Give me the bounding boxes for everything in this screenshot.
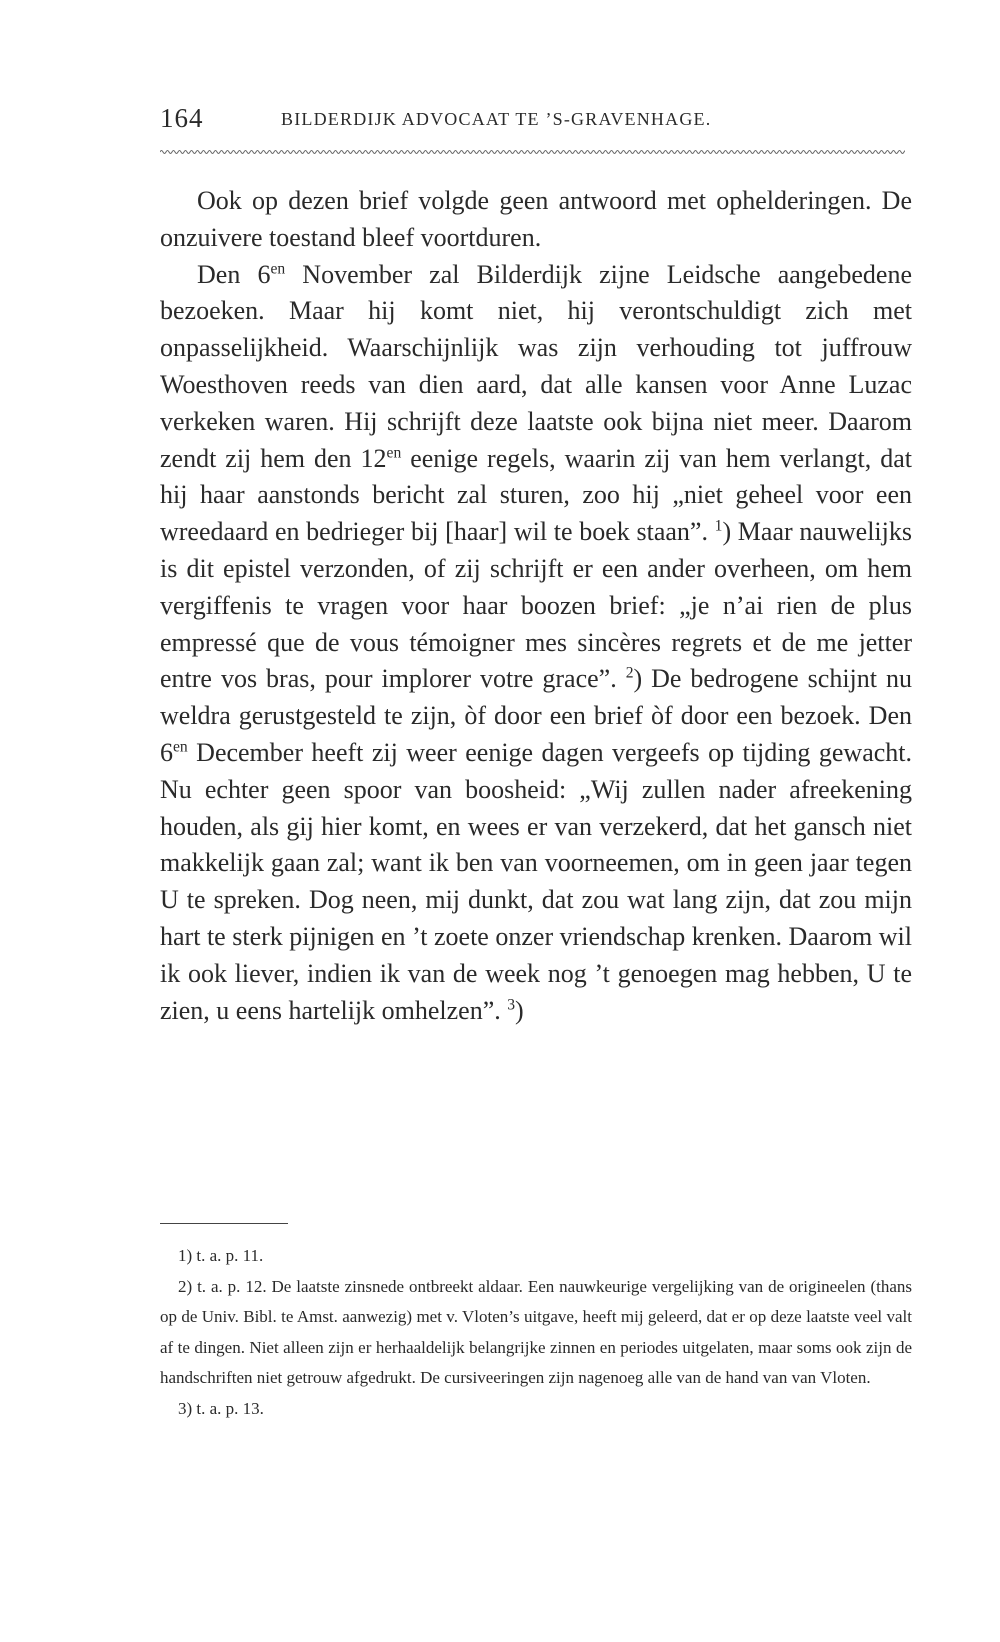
text-run: ) Maar nauwelijks is dit epistel verzonden, of zij schrijft er een ander overheen, om hem vergiffenis te vragen voor haar boozen brief: „je n’ai rien de plus empressé que de vous témoigner mes sincères regrets et de me jetter entre vos bras, pour implorer votre grace”.: [160, 517, 912, 694]
footnote-2: 2) t. a. p. 12. De laatste zinsnede ontbreekt aldaar. Een nauwkeurige vergelijking van de origineelen (thans op de Univ. Bibl. te Amst. aanwezig) met v. Vloten’s uitgave, heeft mij geleerd, dat er op deze laatste veel valt af te dingen. Niet alleen zijn er herhaaldelijk belangrijke zinnen en periodes uitgelaten, maar soms ook zijn de handschriften niet getrouw afgedrukt. De cursiveeringen zijn nagenoeg alle van de hand van van Vloten.: [160, 1276, 912, 1388]
footnote-3: 3) t. a. p. 13.: [178, 1398, 264, 1418]
ordinal-suffix: en: [270, 259, 286, 277]
text-run: Den 6: [197, 259, 271, 289]
paragraph-1: [160, 183, 912, 257]
text-run: ): [515, 995, 524, 1025]
footnote-ref-1: 1: [714, 517, 723, 535]
running-head: [160, 103, 900, 143]
paragraph-2: [160, 257, 912, 1030]
footnote-ref-2: 2: [625, 664, 634, 682]
ordinal-suffix: en: [173, 738, 188, 756]
page-number: 164: [160, 103, 204, 133]
text-run: December heeft zij weer eenige dagen vergeefs op tijding gewacht. Nu echter geen spoor van boosheid: „Wij zullen nader afreekening houden, als gij hier komt, en wees er van verzekerd, dat het gansch niet makkelijk gaan zal; want ik ben van voorneemen, om in geen jaar tegen U te spreken. Dog neen, mij dunkt, dat zou wat lang zijn, dat zou mijn hart te sterk pijnigen en ’t zoete onzer vriendschap krenken. Daarom wil ik ook liever, indien ik van de week nog ’t genoegen mag hebben, U te zien, u eens hartelijk omhelzen”.: [160, 737, 912, 1025]
running-title: BILDERDIJK ADVOCAAT TE ’S-GRAVENHAGE.: [281, 109, 712, 129]
main-text: [160, 183, 912, 1029]
text-run: ) De bedrogene schijnt nu weldra gerustgesteld te zijn, òf door een brief òf door een bezoek. Den 6: [160, 664, 912, 767]
ordinal-suffix: en: [386, 443, 402, 461]
paragraph-1-text: Ook op dezen brief volgde geen antwoord met ophelderingen. De onzuivere toestand bleef voortduren.: [160, 186, 912, 252]
footnotes: [160, 1241, 912, 1425]
footnote-1: 1) t. a. p. 11.: [178, 1246, 264, 1265]
footnote-separator: [160, 1223, 288, 1224]
text-run: November zal Bilderdijk zijne Leidsche aangebedene bezoeken. Maar hij komt niet, hij verontschuldigt zich met onpasselijkheid. Waarschijnlijk was zijn verhouding tot juffrouw Woesthoven reeds van dien aard, dat alle kansen voor Anne Luzac verkeken waren. Hij schrijft deze laatste ook bijna niet meer. Daarom zendt zij hem den 12: [160, 259, 912, 473]
ornamental-wavy-rule: [160, 148, 905, 156]
text-run: eenige regels, waarin zij van hem verlangt, dat hij haar aanstonds bericht zal sturen, zoo hij „niet geheel voor een wreedaard en bedrieger bij [haar] wil te boek staan”.: [160, 443, 912, 547]
footnote-ref-3: 3: [507, 995, 516, 1013]
